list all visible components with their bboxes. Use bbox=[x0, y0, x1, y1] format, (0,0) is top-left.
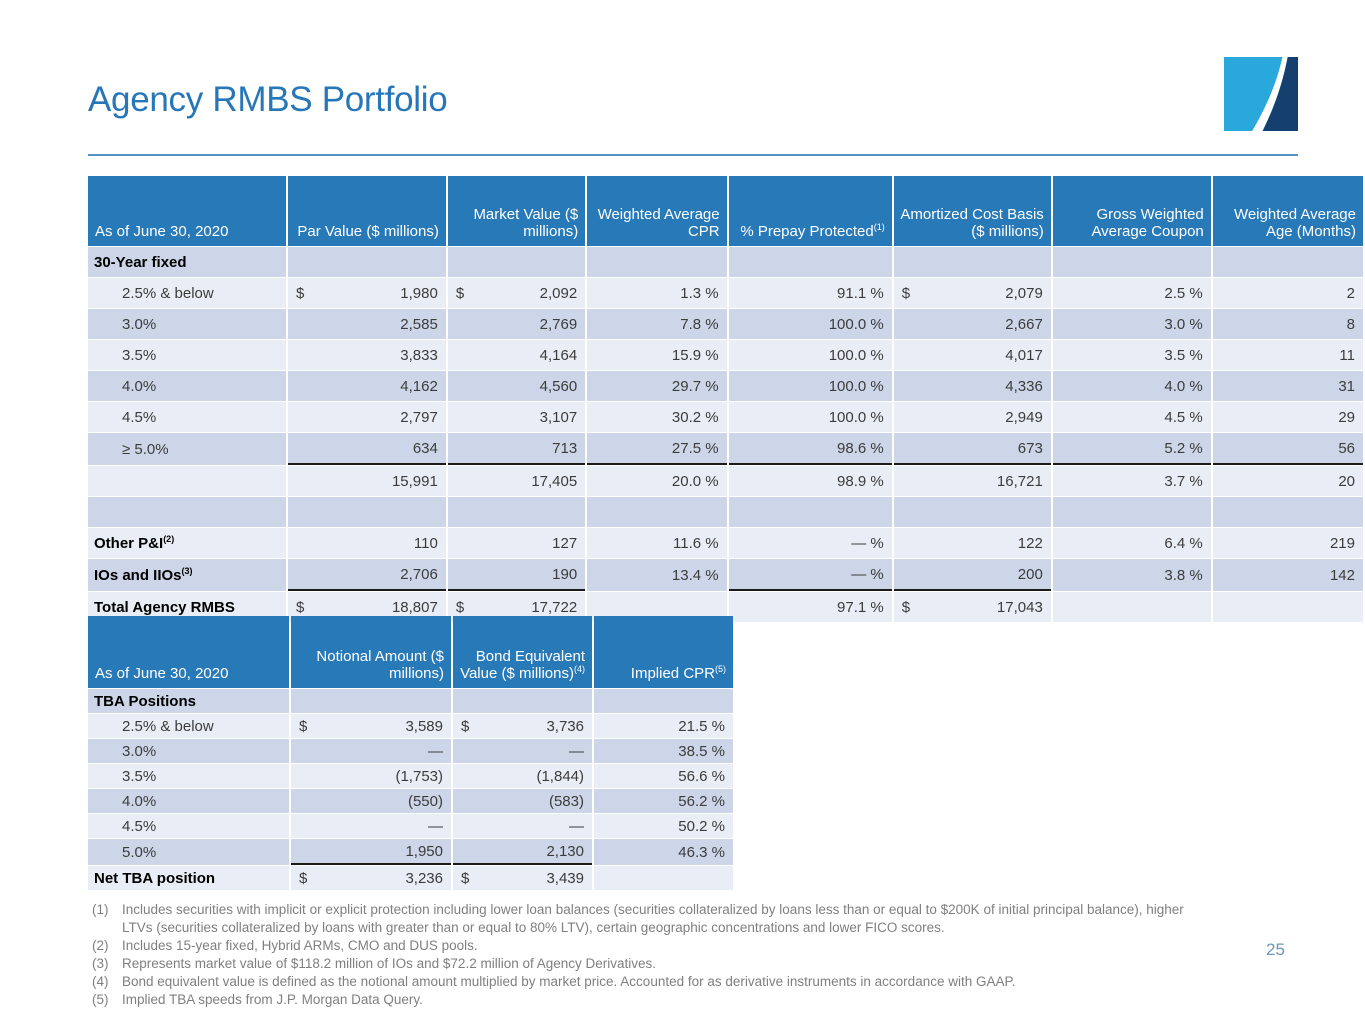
cell-value: 3,236 bbox=[405, 869, 443, 887]
row-label: 3.0% bbox=[88, 309, 286, 339]
table-cell bbox=[291, 866, 451, 890]
table-cell: 1.3 % bbox=[587, 278, 726, 308]
table-cell: (1,753) bbox=[291, 764, 451, 788]
footnote-text: Includes 15-year fixed, Hybrid ARMs, CMO and DUS pools. bbox=[122, 938, 478, 953]
table-cell: 38.5 % bbox=[594, 739, 733, 763]
table-cell bbox=[594, 689, 733, 713]
column-header: Amortized Cost Basis ($ millions) bbox=[894, 176, 1051, 246]
footnote-text: Includes securities with implicit or explicit protection including lower loan balances (securities collateralized by loans less than or equal to $200K of initial principal balance), higher LTVs (securities collateralized by loans with greater than or equal to 80% LTV), certain geographic concentrations and lower FICO scores. bbox=[122, 902, 1184, 935]
table-cell bbox=[448, 278, 585, 308]
table-row bbox=[88, 278, 1363, 308]
table-cell: 3.0 % bbox=[1053, 309, 1211, 339]
table-cell bbox=[291, 714, 451, 738]
table-row bbox=[88, 814, 733, 838]
table-cell: 2,949 bbox=[894, 402, 1051, 432]
table-cell bbox=[448, 247, 585, 277]
row-label: 3.5% bbox=[88, 764, 289, 788]
table-cell bbox=[288, 497, 446, 527]
table-cell: 190 bbox=[448, 559, 585, 591]
table-cell: (583) bbox=[453, 789, 592, 813]
table-cell: 634 bbox=[288, 433, 446, 465]
table-cell: 100.0 % bbox=[729, 371, 892, 401]
row-label: 3.5% bbox=[88, 340, 286, 370]
row-label: ≥ 5.0% bbox=[88, 433, 286, 465]
table-cell: 2,706 bbox=[288, 559, 446, 591]
row-label: 4.5% bbox=[88, 402, 286, 432]
cell-value: 3,736 bbox=[546, 717, 584, 735]
table-cell: 673 bbox=[894, 433, 1051, 465]
table-cell: 1,950 bbox=[291, 839, 451, 865]
table-cell: 5.2 % bbox=[1053, 433, 1211, 465]
table-row bbox=[88, 714, 733, 738]
table-cell: 21.5 % bbox=[594, 714, 733, 738]
table-cell: 2,585 bbox=[288, 309, 446, 339]
row-label: Total Agency RMBS bbox=[88, 592, 286, 622]
table-cell: 46.3 % bbox=[594, 839, 733, 865]
column-header: % Prepay Protected$^{(1)}$ bbox=[729, 176, 892, 246]
table-cell: — bbox=[453, 739, 592, 763]
footnote-text: Implied TBA speeds from J.P. Morgan Data Query. bbox=[122, 992, 423, 1007]
table-cell bbox=[1213, 592, 1363, 622]
table-cell: 29 bbox=[1213, 402, 1363, 432]
table-cell: 2,667 bbox=[894, 309, 1051, 339]
currency-symbol: $ bbox=[455, 598, 465, 616]
table-cell: 27.5 % bbox=[587, 433, 726, 465]
table-cell: 3,107 bbox=[448, 402, 585, 432]
cell-value: 3,439 bbox=[546, 869, 584, 887]
table-row bbox=[88, 739, 733, 763]
table-cell: 3,833 bbox=[288, 340, 446, 370]
table-cell: 127 bbox=[448, 528, 585, 558]
footnote-number: (5) bbox=[92, 992, 109, 1007]
footnote bbox=[92, 991, 1212, 1009]
table-cell bbox=[448, 497, 585, 527]
table-cell: 11.6 % bbox=[587, 528, 726, 558]
footnote-number: (4) bbox=[92, 974, 109, 989]
table-row bbox=[88, 466, 1363, 496]
cell-value: 2,079 bbox=[1005, 284, 1043, 302]
column-header: Notional Amount ($ millions) bbox=[291, 616, 451, 688]
table-row bbox=[88, 559, 1363, 591]
table-cell: 2,130 bbox=[453, 839, 592, 865]
table-cell: 29.7 % bbox=[587, 371, 726, 401]
currency-symbol: $ bbox=[461, 869, 470, 887]
column-header: Implied CPR$^{(5)}$ bbox=[594, 616, 733, 688]
table-cell: 2,769 bbox=[448, 309, 585, 339]
table-cell: 200 bbox=[894, 559, 1051, 591]
table-cell: — bbox=[291, 739, 451, 763]
table-row bbox=[88, 764, 733, 788]
table-cell: 50.2 % bbox=[594, 814, 733, 838]
table-cell: 91.1 % bbox=[729, 278, 892, 308]
table-cell: 3.5 % bbox=[1053, 340, 1211, 370]
table-row bbox=[88, 433, 1363, 465]
column-header: Bond Equivalent Value ($ millions)$^{(4)}$ bbox=[453, 616, 592, 688]
table-cell: 56 bbox=[1213, 433, 1363, 465]
column-header: As of June 30, 2020 bbox=[88, 176, 286, 246]
footnote bbox=[92, 955, 1212, 973]
table-cell: 2 bbox=[1213, 278, 1363, 308]
row-label: 30-Year fixed bbox=[88, 247, 286, 277]
table-cell: — % bbox=[729, 528, 892, 558]
footnote bbox=[92, 937, 1212, 955]
table-cell bbox=[729, 497, 892, 527]
row-label bbox=[88, 466, 286, 496]
cell-value: 17,043 bbox=[996, 598, 1043, 616]
table-cell: 8 bbox=[1213, 309, 1363, 339]
column-header: Market Value ($ millions) bbox=[448, 176, 585, 246]
footnote-text: Represents market value of $118.2 million of IOs and $72.2 million of Agency Derivatives. bbox=[122, 956, 657, 971]
table-cell: 31 bbox=[1213, 371, 1363, 401]
table-cell: 3.7 % bbox=[1053, 466, 1211, 496]
currency-symbol: $ bbox=[295, 598, 305, 616]
cell-value: 18,807 bbox=[391, 598, 438, 616]
page-number: 25 bbox=[1266, 940, 1285, 959]
table-cell: 4,164 bbox=[448, 340, 585, 370]
table-cell bbox=[587, 247, 726, 277]
table-row bbox=[88, 371, 1363, 401]
table-row bbox=[88, 497, 1363, 527]
table-cell: — bbox=[291, 814, 451, 838]
column-header: Weighted Average Age (Months) bbox=[1213, 176, 1363, 246]
table-cell: 15,991 bbox=[288, 466, 446, 496]
footnote bbox=[92, 901, 1212, 937]
table-cell bbox=[594, 866, 733, 890]
tba-positions-table-header bbox=[88, 616, 733, 688]
table-cell: — bbox=[453, 814, 592, 838]
currency-symbol: $ bbox=[901, 598, 911, 616]
footnote-number: (1) bbox=[92, 902, 109, 917]
currency-symbol: $ bbox=[901, 284, 911, 302]
table-cell: 142 bbox=[1213, 559, 1363, 591]
table-cell bbox=[894, 592, 1051, 622]
row-label: 2.5% & below bbox=[88, 714, 289, 738]
cell-value: 3,589 bbox=[405, 717, 443, 735]
table-cell bbox=[894, 247, 1051, 277]
table-cell: 13.4 % bbox=[587, 559, 726, 591]
company-logo bbox=[1224, 57, 1298, 131]
logo-swoosh-icon bbox=[1224, 57, 1298, 131]
footnote bbox=[92, 973, 1212, 991]
title-divider bbox=[88, 154, 1298, 156]
table-cell: 17,405 bbox=[448, 466, 585, 496]
table-cell: 16,721 bbox=[894, 466, 1051, 496]
table-cell: 713 bbox=[448, 433, 585, 465]
column-header: As of June 30, 2020 bbox=[88, 616, 289, 688]
row-label: Other $P\&I^{(2)}$ bbox=[88, 528, 286, 558]
column-header: Par Value ($ millions) bbox=[288, 176, 446, 246]
footnotes bbox=[92, 901, 1212, 1009]
table-cell: 4,017 bbox=[894, 340, 1051, 370]
table-cell: 7.8 % bbox=[587, 309, 726, 339]
table-cell: 20 bbox=[1213, 466, 1363, 496]
table-cell: 20.0 % bbox=[587, 466, 726, 496]
table-cell: 2.5 % bbox=[1053, 278, 1211, 308]
table-cell bbox=[453, 714, 592, 738]
footnote-number: (3) bbox=[92, 956, 109, 971]
table-cell: 4,162 bbox=[288, 371, 446, 401]
agency-rmbs-table-header bbox=[88, 176, 1363, 246]
table-cell bbox=[288, 278, 446, 308]
row-label bbox=[88, 497, 286, 527]
cell-value: 2,092 bbox=[539, 284, 578, 302]
table-cell: 4.5 % bbox=[1053, 402, 1211, 432]
row-label: 4.0% bbox=[88, 371, 286, 401]
table-cell: (550) bbox=[291, 789, 451, 813]
row-label: 3.0% bbox=[88, 739, 289, 763]
row-label: 4.5% bbox=[88, 814, 289, 838]
row-label: 2.5% & below bbox=[88, 278, 286, 308]
table-cell bbox=[587, 497, 726, 527]
table-row bbox=[88, 839, 733, 865]
table-cell: 4,560 bbox=[448, 371, 585, 401]
table-row bbox=[88, 309, 1363, 339]
footnote-number: (2) bbox=[92, 938, 109, 953]
currency-symbol: $ bbox=[295, 284, 305, 302]
page-title: Agency RMBS Portfolio bbox=[88, 80, 448, 119]
table-cell: 97.1 % bbox=[729, 592, 892, 622]
table-row bbox=[88, 340, 1363, 370]
table-cell: 98.9 % bbox=[729, 466, 892, 496]
table-cell bbox=[1053, 497, 1211, 527]
table-cell: 98.6 % bbox=[729, 433, 892, 465]
column-header: Weighted Average CPR bbox=[587, 176, 726, 246]
currency-symbol: $ bbox=[299, 869, 308, 887]
agency-rmbs-table bbox=[86, 175, 1365, 623]
table-cell: 219 bbox=[1213, 528, 1363, 558]
table-cell: 122 bbox=[894, 528, 1051, 558]
table-cell: 30.2 % bbox=[587, 402, 726, 432]
table-cell: 56.2 % bbox=[594, 789, 733, 813]
tba-positions-table bbox=[86, 615, 735, 891]
row-label: 4.0% bbox=[88, 789, 289, 813]
table-cell bbox=[729, 247, 892, 277]
row-label: IOs and IIOs$^{(3)}$ bbox=[88, 559, 286, 591]
cell-value: 1,980 bbox=[400, 284, 438, 302]
table-cell bbox=[1213, 497, 1363, 527]
table-cell bbox=[894, 497, 1051, 527]
table-cell: 100.0 % bbox=[729, 309, 892, 339]
table-cell bbox=[894, 278, 1051, 308]
table-cell: 100.0 % bbox=[729, 340, 892, 370]
currency-symbol: $ bbox=[461, 717, 470, 735]
row-label: Net TBA position bbox=[88, 866, 289, 890]
table-row bbox=[88, 247, 1363, 277]
table-cell: 100.0 % bbox=[729, 402, 892, 432]
table-cell: 6.4 % bbox=[1053, 528, 1211, 558]
table-cell: 3.8 % bbox=[1053, 559, 1211, 591]
table-row bbox=[88, 402, 1363, 432]
table-row bbox=[88, 528, 1363, 558]
table-cell: 56.6 % bbox=[594, 764, 733, 788]
table-cell: 4.0 % bbox=[1053, 371, 1211, 401]
table-cell bbox=[453, 866, 592, 890]
table-cell bbox=[291, 689, 451, 713]
table-row bbox=[88, 689, 733, 713]
row-label: 5.0% bbox=[88, 839, 289, 865]
table-cell bbox=[288, 247, 446, 277]
table-row bbox=[88, 866, 733, 890]
cell-value: 17,722 bbox=[531, 598, 578, 616]
table-cell bbox=[453, 689, 592, 713]
table-cell bbox=[1053, 592, 1211, 622]
table-cell: 4,336 bbox=[894, 371, 1051, 401]
table-row bbox=[88, 789, 733, 813]
table-cell: 110 bbox=[288, 528, 446, 558]
table-cell bbox=[1213, 247, 1363, 277]
column-header: Gross Weighted Average Coupon bbox=[1053, 176, 1211, 246]
currency-symbol: $ bbox=[455, 284, 465, 302]
table-cell: (1,844) bbox=[453, 764, 592, 788]
table-cell: 11 bbox=[1213, 340, 1363, 370]
table-cell bbox=[1053, 247, 1211, 277]
currency-symbol: $ bbox=[299, 717, 308, 735]
table-cell: 2,797 bbox=[288, 402, 446, 432]
table-cell: 15.9 % bbox=[587, 340, 726, 370]
footnote-text: Bond equivalent value is defined as the notional amount multiplied by market price. Accounted for as derivative instruments in accordance with GAAP. bbox=[122, 974, 1016, 989]
row-label: TBA Positions bbox=[88, 689, 289, 713]
table-cell: — % bbox=[729, 559, 892, 591]
